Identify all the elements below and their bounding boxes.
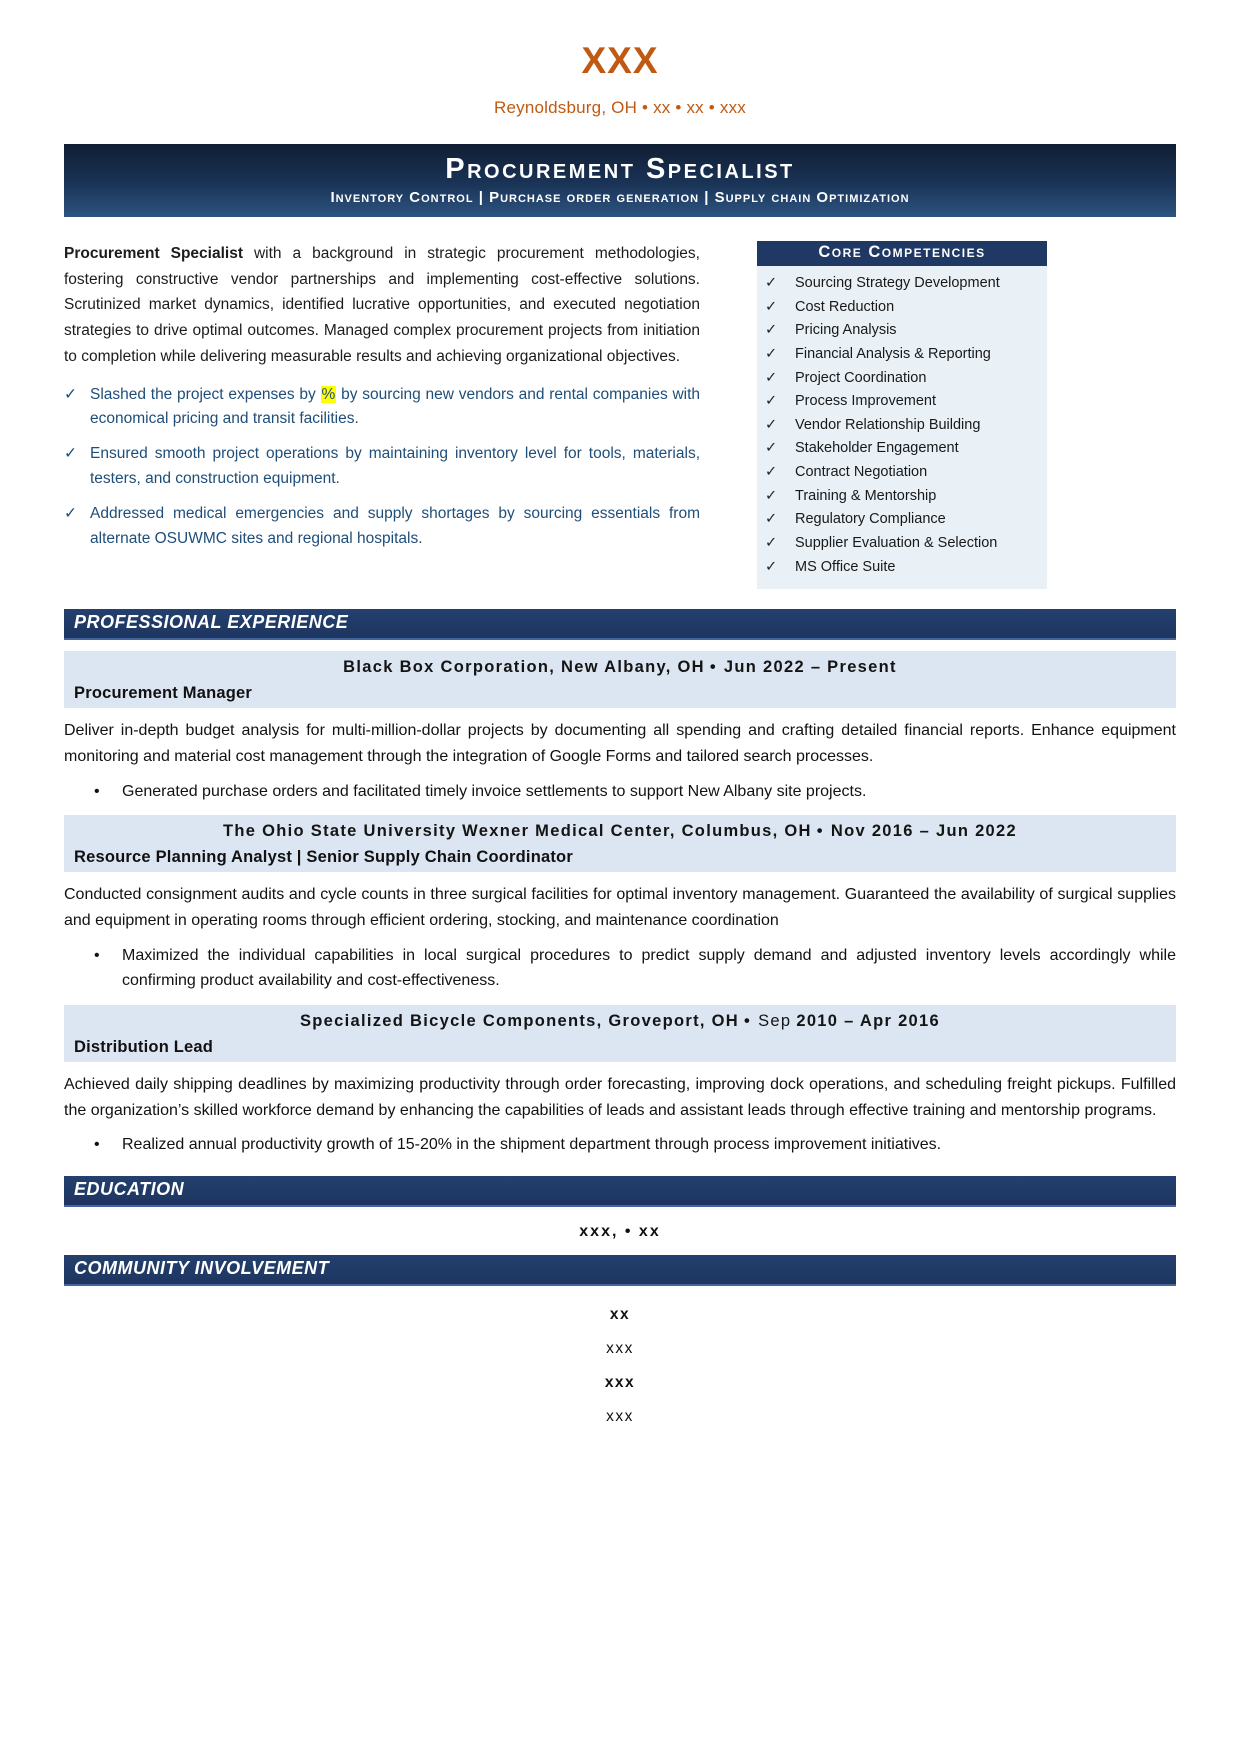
competency-label: Financial Analysis & Reporting xyxy=(795,345,991,362)
competency-item xyxy=(765,508,1041,532)
job-title: Procurement Manager xyxy=(74,684,253,703)
headline-keywords: Inventory Control | Purchase order generation | Supply chain Optimization xyxy=(330,189,910,206)
job-header-band xyxy=(64,1005,1176,1062)
check-icon: ✓ xyxy=(765,369,778,386)
competency-label: Supplier Evaluation & Selection xyxy=(795,534,998,551)
competency-label: Project Coordination xyxy=(795,369,927,386)
summary-bullet xyxy=(64,383,700,433)
competency-item xyxy=(765,296,1041,320)
competency-item xyxy=(765,367,1041,391)
section-header-education: EDUCATION xyxy=(64,1176,1176,1207)
competency-label: Cost Reduction xyxy=(795,298,895,315)
community-line: xxx xyxy=(606,1339,634,1357)
job-entry xyxy=(64,815,1176,994)
competency-item xyxy=(765,532,1041,556)
highlighted-text: % xyxy=(321,385,336,403)
competencies-column xyxy=(757,241,1047,589)
competencies-title: Core Competencies xyxy=(757,241,1047,266)
job-description: Conducted consignment audits and cycle counts in three surgical facilities for optimal inventory management. Guaranteed the availability of surgical supplies and equipment in operating rooms through efficient ordering, stocking, and maintenance coordination xyxy=(64,886,1176,930)
bullet-dot-icon: • xyxy=(94,1136,100,1154)
date-separator-icon: • xyxy=(709,658,717,677)
bullet-dot-icon: • xyxy=(94,782,100,800)
competency-label: Pricing Analysis xyxy=(795,322,897,339)
job-entry xyxy=(64,651,1176,804)
two-column-region xyxy=(64,241,1176,589)
summary-bullet xyxy=(64,442,700,492)
bullet-dot-icon: • xyxy=(94,946,100,964)
job-bullet-list xyxy=(64,943,1176,994)
summary-bullet-text xyxy=(90,502,700,552)
community-line: xx xyxy=(609,1305,631,1323)
job-title: Distribution Lead xyxy=(74,1037,214,1056)
check-icon: ✓ xyxy=(765,393,778,410)
job-company: Specialized Bicycle Components, Groveport, OH xyxy=(299,1011,739,1030)
job-header-band xyxy=(64,651,1176,708)
job-description: Deliver in-depth budget analysis for multi-million-dollar projects by documenting all spending and crafting detailed financial reports. Enhance equipment monitoring and material cost management through the integration of Google Forms and tailored search processes. xyxy=(64,722,1176,766)
job-header-band xyxy=(64,815,1176,872)
competencies-list xyxy=(757,266,1047,589)
bullet-text-pre: Ensured smooth project operations by maintaining inventory level for tools, materials, testers, and construction equipment. xyxy=(90,445,700,487)
check-icon: ✓ xyxy=(765,487,778,504)
job-company-line xyxy=(74,822,1166,841)
job-company-line xyxy=(74,658,1166,677)
summary-bullet-text xyxy=(90,442,700,492)
job-date-month: Sep xyxy=(758,1011,792,1030)
competency-item xyxy=(765,556,1041,580)
summary-text: with a background in strategic procurement methodologies, fostering constructive vendor partnerships and implementing cost-effective solutions. Scrutinized market dynamics, identified lucrative opportunities, and executed negotiation strategies to drive optimal outcomes. Managed complex procurement projects from initiation to completion while delivering measurable results and achieving organizational objectives. xyxy=(64,245,700,365)
job-bullet xyxy=(94,1132,1176,1158)
job-company: Black Box Corporation, New Albany, OH xyxy=(343,658,705,677)
competency-label: Process Improvement xyxy=(795,393,937,410)
job-bullet-text: Maximized the individual capabilities in local surgical procedures to predict supply demand and adjusted inventory levels accordingly while confirming product availability and cost-effectiveness. xyxy=(122,946,1176,990)
summary-bullet-text xyxy=(90,383,700,433)
job-bullet-text: Generated purchase orders and facilitated timely invoice settlements to support New Albany site projects. xyxy=(122,782,867,800)
job-description: Achieved daily shipping deadlines by maximizing productivity through order forecasting, improving dock operations, and scheduling freight pickups. Fulfilled the organization’s skilled workforce demand by enhancing the capabilities of leads and assistant leads through effective training and mentorship programs. xyxy=(64,1075,1176,1120)
check-icon: ✓ xyxy=(64,385,77,403)
summary-column xyxy=(64,241,700,589)
competency-item xyxy=(765,461,1041,485)
job-dates: 2010 – Apr 2016 xyxy=(796,1011,940,1030)
competency-item xyxy=(765,414,1041,438)
job-bullet xyxy=(94,779,1176,805)
check-icon: ✓ xyxy=(765,416,778,433)
competency-item xyxy=(765,390,1041,414)
date-separator-icon: • xyxy=(816,822,824,841)
job-bullet-list xyxy=(64,1132,1176,1158)
check-icon: ✓ xyxy=(765,558,778,575)
competency-label: MS Office Suite xyxy=(795,558,896,575)
competency-label: Sourcing Strategy Development xyxy=(795,275,1000,291)
check-icon: ✓ xyxy=(765,511,778,528)
jobs-container xyxy=(64,651,1176,1158)
check-icon: ✓ xyxy=(765,464,778,480)
date-separator-icon: • xyxy=(744,1011,752,1030)
job-bullet xyxy=(94,943,1176,994)
candidate-name: XXX xyxy=(581,40,659,81)
community-list xyxy=(64,1306,1176,1426)
competency-label: Regulatory Compliance xyxy=(795,511,946,528)
title-banner xyxy=(64,144,1176,217)
bullet-text-post: by sourcing new vendors and rental companies with economical pricing and transit facilities. xyxy=(90,385,701,428)
bullet-text-pre: Addressed medical emergencies and supply shortages by sourcing essentials from alternate OSUWMC sites and regional hospitals. xyxy=(90,504,700,547)
competency-label: Vendor Relationship Building xyxy=(795,416,981,433)
job-entry xyxy=(64,1005,1176,1158)
competency-label: Training & Mentorship xyxy=(795,487,937,504)
check-icon: ✓ xyxy=(765,440,778,457)
competency-item xyxy=(765,343,1041,367)
job-dates: Jun 2022 – Present xyxy=(723,658,897,677)
section-header-community: COMMUNITY INVOLVEMENT xyxy=(64,1255,1176,1286)
competency-label: Stakeholder Engagement xyxy=(795,440,959,457)
job-title: Resource Planning Analyst | Senior Supply Chain Coordinator xyxy=(74,848,573,867)
section-header-experience: PROFESSIONAL EXPERIENCE xyxy=(64,609,1176,640)
community-line: xxx xyxy=(604,1373,636,1391)
job-headline: Procurement Specialist xyxy=(445,153,795,185)
check-icon: ✓ xyxy=(765,275,778,291)
summary-bullet-list xyxy=(64,383,700,552)
bullet-text-pre: Slashed the project expenses by xyxy=(90,385,321,403)
competency-label: Contract Negotiation xyxy=(795,464,928,480)
job-company-line xyxy=(74,1012,1166,1031)
community-line: xxx xyxy=(606,1407,634,1425)
check-icon: ✓ xyxy=(765,298,778,315)
summary-lead: Procurement Specialist xyxy=(64,245,243,262)
competency-item xyxy=(765,485,1041,509)
competency-item xyxy=(765,437,1041,461)
education-entry: xxx, • xx xyxy=(579,1222,661,1240)
job-bullet-text: Realized annual productivity growth of 15-20% in the shipment department through process improvement initiatives. xyxy=(122,1136,942,1154)
check-icon: ✓ xyxy=(765,322,778,339)
job-dates: Nov 2016 – Jun 2022 xyxy=(830,822,1017,841)
competency-item xyxy=(765,272,1041,296)
job-bullet-list xyxy=(64,779,1176,805)
check-icon: ✓ xyxy=(765,534,778,551)
job-company: The Ohio State University Wexner Medical Center, Columbus, OH xyxy=(223,822,812,841)
check-icon: ✓ xyxy=(765,345,778,362)
check-icon: ✓ xyxy=(64,445,77,463)
competency-item xyxy=(765,319,1041,343)
summary-paragraph xyxy=(64,241,700,370)
contact-line: Reynoldsburg, OH • xx • xx • xxx xyxy=(494,98,746,117)
check-icon: ✓ xyxy=(64,504,77,522)
summary-bullet xyxy=(64,502,700,552)
